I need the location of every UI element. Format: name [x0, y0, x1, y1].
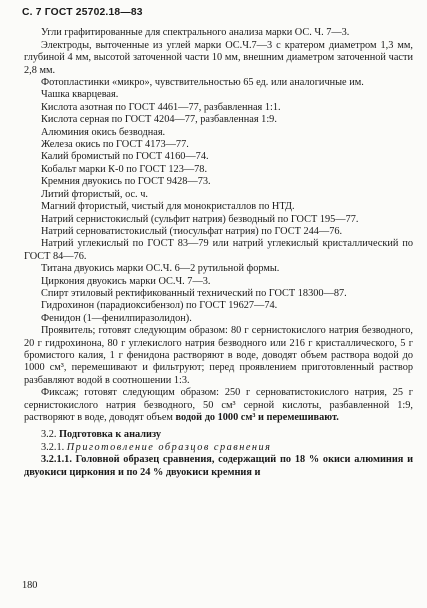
body-paragraph: Чашка кварцевая. — [41, 89, 119, 101]
body-paragraph: Титана двуокись марки ОС.Ч. 6—2 рутильной формы. — [41, 263, 280, 275]
section-heading — [24, 429, 413, 441]
body-paragraph: Фенидон (1—фенилпиразолидон). — [41, 312, 192, 324]
body-paragraph: Железа окись по ГОСТ 4173—77. — [41, 139, 189, 151]
body-paragraph: Кислота азотная по ГОСТ 4461—77, разбавленная 1:1. — [41, 101, 281, 113]
body-paragraph: Проявитель; готовят следующим образом: 80 г сернистокислого натрия безводного, 20 г гидрохинона, 80 г углекислого натрия безводного или 216 г кристаллического, 5 г бромистого калия, 1 г фенидона растворяют в воде, доводят объем раствора водой до 1000 см³, перемешивают и фильтруют; перед проявлением приготовленный раствор разбавляют водой в соотношении 1:3. — [24, 325, 413, 386]
body-paragraph: Циркония двуокись марки ОС.Ч. 7—3. — [41, 275, 211, 287]
section-title: Подготовка к анализу — [59, 429, 162, 441]
body-paragraph: Алюминия окись безводная. — [41, 126, 166, 138]
body-paragraph: Кобальт марки К-0 по ГОСТ 123—78. — [41, 163, 208, 175]
body-paragraph: Электроды, выточенные из углей марки ОС.Ч.7—3 с кратером диаметром 1,3 мм, глубиной 4 мм, высотой заточенной части 10 мм, внешним диаметром заточенной части 2,8 мм. — [24, 39, 413, 76]
subsection-number: 3.2.1. — [41, 441, 65, 453]
body-paragraph: Натрий сернистокислый (сульфит натрия) безводный по ГОСТ 195—77. — [41, 213, 359, 225]
body-paragraph: Литий фтористый, ос. ч. — [41, 188, 148, 200]
fixer-bold-tail: водой до 1000 см³ и перемешивают. — [175, 412, 339, 423]
fixer-text: Фиксаж; готовят следующим образом: 250 г серноватистокислого натрия, 25 г сернистокислого натрия безводного, 50 см³ серной кислоты, разбавленной 1:9, растворяют в воде, доводят объем — [24, 387, 413, 423]
body-paragraph: Фотопластинки «микро», чувствительностью 65 ед. или аналогичные им. — [41, 77, 364, 89]
body-paragraph: Кислота серная по ГОСТ 4204—77, разбавленная 1:9. — [41, 114, 277, 126]
subsection-title: Приготовление образцов сравнения — [66, 441, 272, 453]
clause-paragraph — [24, 454, 413, 479]
page-number: 180 — [22, 580, 38, 591]
clause-number: 3.2.1.1. — [41, 454, 72, 466]
body-paragraph: Кремния двуокись по ГОСТ 9428—73. — [41, 176, 211, 188]
clause-text: Головной образец сравнения, содержащий по 18 % окиси алюминия и двуокиси циркония и по 24 % двуокиси кремния и — [24, 454, 414, 478]
body-paragraph: Гидрохинон (парадиоксибензол) по ГОСТ 19627—74. — [41, 300, 278, 312]
body-paragraph: Спирт этиловый ректификованный технический по ГОСТ 18300—87. — [41, 287, 347, 299]
body-paragraph: Магний фтористый, чистый для монокристаллов по НТД. — [41, 201, 295, 213]
fixer-paragraph — [24, 387, 413, 424]
body-paragraph: Натрий углекислый по ГОСТ 83—79 или натрий углекислый кристаллический по ГОСТ 84—76. — [24, 238, 413, 262]
page-header: С. 7 ГОСТ 25702.18—83 — [22, 7, 143, 18]
body-paragraphs — [24, 27, 413, 387]
body-paragraph: Угли графитированные для спектрального анализа марки ОС. Ч. 7—3. — [41, 27, 350, 39]
body-paragraph: Натрий серноватистокислый (тиосульфат натрия) по ГОСТ 244—76. — [41, 225, 343, 237]
section-number: 3.2. — [41, 429, 57, 441]
body-paragraph: Калий бромистый по ГОСТ 4160—74. — [41, 151, 209, 163]
subsection-heading — [24, 442, 413, 454]
